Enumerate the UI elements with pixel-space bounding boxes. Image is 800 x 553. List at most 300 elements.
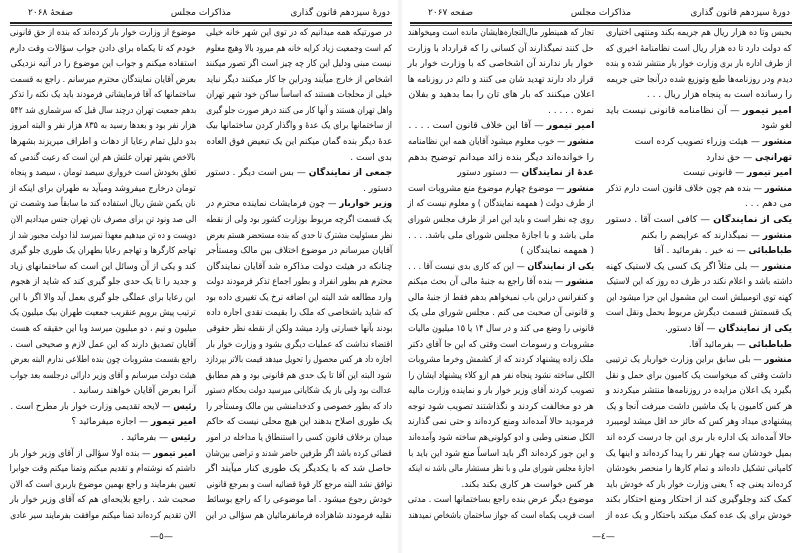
line-text: — موضوع چهارم موضوع منع مشروبات است: [408, 183, 568, 194]
line-content: [606, 215, 792, 226]
line-content: [606, 44, 792, 55]
line-text: بدو دلیل تمام رعایا از دهات و اطراف میریزند بشهرها: [10, 137, 196, 148]
text-line: [408, 153, 594, 164]
line-content: [408, 215, 594, 226]
line-text: موضوع از وزارت خوار بار کرده‌اند که بنده از حق قانونی: [10, 28, 196, 38]
line-text: داد که بطور خصوصی و کدخدامنشی بین مالک ومستأجر را: [206, 401, 392, 412]
text-line: [206, 402, 392, 413]
line-content: [206, 277, 392, 288]
speaker-name: رئیس: [172, 401, 196, 412]
text-column-right: [206, 28, 392, 522]
line-content: [10, 324, 196, 335]
line-content: [206, 75, 392, 86]
speaker-name: منشور: [762, 137, 792, 148]
line-content: [408, 137, 594, 148]
text-line: [206, 137, 392, 148]
line-text: ملک زاده پیشنهاد کردند که از کشمش وخرما مشروبات: [408, 355, 594, 366]
line-content: [10, 262, 196, 273]
speaker-line: [606, 340, 792, 351]
line-content: [408, 371, 594, 382]
line-text: تعیین بفرمایند و راجع بهمین موضوع باربری است که الان: [10, 479, 196, 490]
line-text: داشته باشد و اعلام نکند در ظرف ده روز که این لاستیک: [606, 277, 792, 288]
line-content: [206, 340, 392, 351]
text-column-right: [606, 28, 792, 522]
text-line: [408, 480, 594, 491]
text-line: [206, 340, 392, 351]
page-2067: [400, 0, 800, 553]
line-text: الکل صنعتی وطبی و ادو کولونی‌هم ساخته شود وآمده‌اند: [408, 433, 594, 444]
line-content: [10, 371, 196, 382]
line-text: نان یکمن شش ریال استفاده کند ما سابقاً صد وشصت تن: [10, 199, 196, 210]
speaker-line: [606, 153, 792, 164]
speaker-line: [606, 355, 792, 366]
text-line: [408, 28, 594, 39]
speaker-line: [606, 246, 792, 257]
publication-title: مذاکرات مجلس: [170, 8, 232, 18]
line-content: [408, 199, 594, 210]
line-content: [10, 28, 196, 39]
text-line: [408, 75, 594, 86]
line-content: [408, 184, 594, 195]
line-content: [206, 308, 392, 319]
line-content: [206, 231, 392, 242]
line-text: تهاجم کارگرها و تهاجم رعایا بطهران یک طوری جلو گیری: [10, 246, 196, 257]
publication-title: مذاکرات مجلس: [570, 8, 632, 18]
line-content: [10, 340, 196, 351]
line-content: [10, 402, 196, 413]
line-content: [73, 386, 196, 397]
line-text: ساختمانها که آقا فرمایشاتی فرمودند باید یک نکته را تذکر: [10, 90, 196, 101]
line-text: شود البته این آقا تا یک حدی هم قانونی بود و هم مطابق: [206, 370, 392, 381]
line-content: [206, 433, 392, 444]
line-text: — بنده هم چون خلاف قانون است دارم تذکر: [606, 183, 765, 194]
line-text: حل کنند نمیگذارند آن کسانی را که قرارداد با وزارت: [408, 43, 594, 54]
line-text: — دستور دستور: [457, 168, 522, 179]
line-text: تجار که همینطور مال‌التجاره‌هایشان مانده است ومیخواهند: [408, 28, 594, 38]
line-text: روی چه نظر است و باید این امر از طرف مجلس شورای: [408, 214, 594, 225]
line-text: می دهم . . .: [744, 199, 792, 210]
line-content: [206, 137, 392, 148]
text-line: [10, 246, 196, 257]
line-content: [10, 495, 196, 506]
text-line: [606, 293, 792, 304]
text-line: [206, 121, 392, 132]
line-content: [408, 90, 594, 101]
speaker-name: امیر تیمور: [151, 417, 196, 428]
line-text: بحبس وتا ده هزار ریال هم جریمه بکند ومنتهی اختیاری: [606, 28, 792, 38]
page-footer: —٤—: [592, 532, 615, 542]
line-content: [206, 90, 392, 101]
line-text: خودش برای یک عده کمک میکند باحتکار و یک عده از: [606, 510, 792, 521]
line-text: کامپانی تشکیل داده‌اند و تمام کارها را منحصر بخودشان: [606, 464, 792, 475]
text-line: [408, 199, 594, 210]
text-line: [408, 90, 594, 101]
speaker-line: [408, 277, 594, 288]
line-text: از ساختمانها برای یک عدهٔ و واگذار کردن ساختمانها بیک: [206, 121, 392, 132]
line-content: [121, 433, 196, 444]
speaker-name: منشور: [566, 277, 594, 288]
line-text: کرده‌اند یعنی چه ؟ یعنی وزارت خوار بار که خودش باید: [606, 479, 792, 490]
speaker-line: [606, 262, 792, 273]
line-text: داشت وقتی که میخواست یک کامیون برای حمل و نقل: [606, 370, 792, 381]
line-text: آقایان میرسانم در موضوع اختلاف بین مالک ومستأجر: [206, 246, 392, 257]
line-text: را رسانده است به پنجاه هزار ریال . . .: [646, 90, 792, 101]
line-text: راجع بقسمت مشروبات چون بنده اطلاعی ندارم البته بعرض: [10, 355, 196, 366]
line-text: ترتیب پیش برویم عنقریب جمعیت طهران بیک میلیون یک: [10, 308, 196, 319]
text-line: [408, 106, 594, 117]
text-line: [408, 246, 594, 257]
line-text: کمک کند وجلوگیری کند از احتکار ومنع احتکار بکند: [606, 495, 792, 506]
line-content: [408, 293, 594, 304]
line-text: کم است وجمعیت زیاد کرایه خانه هم میرود بالا وهیچ معلوم: [206, 43, 392, 54]
line-content: [206, 44, 392, 55]
line-text: — بلی سابق براین وزارت خواربار یک ترتیبی: [606, 355, 765, 366]
line-content: [548, 106, 594, 117]
line-text: است قریب یکماه است که جواز ساختمان باشخاص نمیدهند: [408, 510, 594, 521]
speaker-line: [606, 137, 792, 148]
text-line: [206, 433, 392, 444]
line-content: [10, 464, 196, 475]
text-line: [206, 28, 392, 39]
text-line: [206, 262, 392, 273]
text-line: [606, 449, 792, 460]
line-content: [206, 386, 392, 397]
running-header: [410, 6, 792, 22]
line-content: [408, 231, 594, 242]
speaker-line: [10, 417, 196, 428]
speaker-line: [606, 231, 792, 242]
line-content: [10, 121, 196, 132]
line-content: [206, 121, 392, 132]
line-content: [10, 293, 196, 304]
text-line: [10, 231, 196, 242]
text-line: [206, 215, 392, 226]
line-content: [606, 59, 792, 70]
text-line: [606, 75, 792, 86]
line-text: هیئت دولت میرسانم و آقای وزیر دارائی درجلسه بعد جواب: [10, 370, 196, 381]
line-text: که دولت دارد تا ده هزار ریال است نظامنامهٔ اخیری که: [606, 43, 792, 54]
line-content: [606, 464, 792, 475]
line-text: — بس است دیگر . دستور: [206, 168, 309, 179]
line-content: [689, 340, 792, 351]
text-line: [606, 199, 792, 210]
line-text: توافق نشد البته مرجع کار قوهٔ قضائیه است و بمرجع قانونی: [206, 479, 392, 490]
line-text: بعرض آقایان نمایندگان محترم میرسانم . راجع به قسمت: [10, 74, 196, 85]
line-content: [408, 449, 594, 460]
text-line: [408, 511, 594, 522]
text-line: [408, 59, 594, 70]
line-content: [408, 417, 594, 428]
line-text: — آن نظامنامه قانونی نیست باید: [606, 105, 744, 116]
line-text: صحبت شد . راجع بلایحه‌ای هم که آقای وزیر خوار بار: [10, 495, 196, 506]
text-line: [206, 511, 392, 522]
line-content: [606, 386, 792, 397]
text-line: [10, 199, 196, 210]
speaker-line: [408, 137, 594, 148]
line-text: هر دو مخالفت کردند و نگذاشتند تصویب شود توجه: [408, 401, 594, 412]
line-content: [665, 324, 792, 335]
line-content: [606, 449, 792, 460]
text-line: [10, 44, 196, 55]
text-line: [408, 231, 594, 242]
line-content: [10, 511, 196, 522]
line-text: و جدید را تا یک حدی جلو گیری کند که شاید از هجوم: [10, 277, 196, 288]
line-text: خیلی از محلجات هستند که اساساً ساکن خود شهر تهران: [206, 90, 392, 101]
line-text: این رعایا برای عملگی جلو گیری بعمل آید والا اگر با این: [10, 292, 196, 303]
text-line: [206, 371, 392, 382]
text-line: [206, 417, 392, 428]
line-content: [606, 511, 792, 522]
line-content: [606, 308, 792, 319]
text-line: [606, 480, 792, 491]
line-text: تصویب کردند آقای وزیر خوار بار و نماینده وزارت مالیه: [408, 386, 594, 397]
line-text: — آقا دستور.: [665, 323, 719, 334]
line-content: [408, 277, 594, 288]
text-line: [206, 480, 392, 491]
line-content: [10, 137, 196, 148]
line-content: [10, 308, 196, 319]
line-content: [206, 59, 392, 70]
line-content: [10, 75, 196, 86]
line-text: — بنده آقا راجع به جنبهٔ مالی آن بحث میکنم: [408, 277, 567, 288]
line-text: — قانونی نیست: [683, 168, 748, 179]
speaker-name: منشور: [567, 137, 594, 148]
line-content: [606, 262, 792, 273]
line-content: [408, 511, 594, 522]
text-line: [10, 137, 196, 148]
line-content: [206, 449, 392, 460]
line-content: [606, 75, 792, 86]
text-line: [206, 308, 392, 319]
line-text: یک قسمت اگرچه مربوط بوزارت کشور بود ولی از نقطه: [206, 214, 392, 225]
text-line: [206, 246, 392, 257]
text-line: [606, 121, 792, 132]
line-text: و این جور کرده‌اند اگر باید اساساً منع شود این باید با: [408, 448, 594, 459]
text-line: [606, 28, 792, 39]
text-line: [206, 75, 392, 86]
line-content: [363, 184, 392, 195]
line-text: بالاخص بشهر تهران علتش هم این است که رعیت گندمی که: [10, 152, 196, 163]
line-text: چنانکه در هیئت دولت مذاکره شد آقایان نمایندگان: [206, 261, 392, 272]
line-text: — اجازه میفرمائید ؟: [71, 417, 152, 428]
line-content: [606, 355, 792, 366]
line-content: [606, 480, 792, 491]
line-text: — حق ندارد: [706, 152, 756, 163]
line-content: [206, 495, 392, 506]
line-content: [206, 246, 392, 257]
line-content: [206, 262, 392, 273]
line-text: میلیون و نیم ، دو میلیون میرسد وبا این حقیقه که هست: [10, 323, 196, 334]
line-content: [706, 153, 792, 164]
text-line: [206, 153, 392, 164]
line-text: ملی باشد و با اجازهٔ مجلس شورای ملی باشد. . . .: [408, 230, 594, 241]
line-text: اجازهٔ مجلس شورای ملی و با نظر مستشار مالی باشد نه اینکه: [408, 464, 594, 475]
speaker-name: جمعی از نمایندگان: [308, 168, 392, 179]
text-line: [10, 90, 196, 101]
line-text: نمره . . . . .: [548, 105, 594, 116]
line-content: [10, 355, 196, 366]
line-content: [206, 293, 392, 304]
text-line: [408, 433, 594, 444]
line-content: [408, 433, 594, 444]
line-content: [350, 153, 392, 164]
line-text: بمیل خودشان سه چهار نفر را پیدا کرده‌اند و اینها یک: [606, 448, 792, 459]
line-content: [10, 59, 196, 70]
line-content: [408, 402, 594, 413]
line-text: حالا آمده‌اند یک اداره بار بری این جا درست کرده اند: [606, 433, 792, 444]
line-content: [408, 495, 594, 506]
line-text: بودند بآنها خسارتی وارد میشد ولکن از نقطه نظر حقوقی: [206, 323, 392, 334]
line-text: و کنفرانس دراین باب نمیخواهم بدهم فقط از جنبهٔ مالی: [408, 292, 594, 303]
line-content: [408, 59, 594, 70]
line-text: لغو شود: [761, 121, 792, 132]
line-text: — بنده اولا سؤالی از آقای وزیر خوار بار: [10, 448, 154, 459]
line-text: فرمودید حالا آمده‌اند ومنع کرده‌اند و حتی نمی گذارند: [408, 417, 594, 428]
line-content: [606, 184, 792, 195]
text-line: [10, 371, 196, 382]
line-content: [683, 168, 792, 179]
line-content: [408, 153, 594, 164]
text-line: [10, 262, 196, 273]
text-line: [10, 293, 196, 304]
line-text: دستور .: [363, 183, 392, 194]
line-content: [520, 246, 594, 257]
text-line: [206, 59, 392, 70]
text-line: [10, 106, 196, 117]
line-text: نظر مسئولیت مشترک تا حدی که بنده مستحضر هستم بعرض: [206, 230, 392, 241]
speaker-line: [206, 168, 392, 179]
text-line: [206, 386, 392, 397]
line-text: آقایان تصدیق دارند که این عمل لازم و صحیحی است .: [10, 339, 196, 350]
line-content: [408, 121, 594, 132]
text-line: [408, 464, 594, 475]
speaker-name: منشور: [567, 183, 594, 194]
session-title: دورهٔ سیزدهم قانون گذاری: [690, 8, 790, 18]
speaker-name: منشور: [764, 355, 792, 366]
line-text: عدالت بود ولی باز یک شکایاتی میرسید دولت بحکام دستور: [206, 386, 392, 397]
line-text: نیست مبنی ودلیل این کار چه چیز است اگر تصور میکنند: [206, 59, 392, 70]
speaker-name: عدهٔ از نمایندگان: [521, 168, 594, 179]
text-line: [206, 44, 392, 55]
text-line: [10, 340, 196, 351]
line-content: [408, 262, 594, 273]
line-content: [606, 433, 792, 444]
line-text: هزار نفر بود و بعدها رسید به ۸۳۵ هزار نفر و البته امروز: [10, 121, 196, 132]
line-text: استفاده میکنم و جواب این موضوع را در آتیه نزدیکی: [10, 59, 196, 70]
text-line: [10, 511, 196, 522]
text-line: [606, 90, 792, 101]
text-line: [606, 511, 792, 522]
text-line: [408, 44, 594, 55]
line-text: — این که کاری بدی نیست آقا . . .: [408, 261, 528, 272]
text-line: [606, 386, 792, 397]
line-text: الی صد ونود تن برای مصرف نان تهران جنس میدادیم الان: [10, 214, 196, 225]
text-line: [408, 449, 594, 460]
speaker-name: امیر تیمور: [747, 168, 792, 179]
line-text: مشروبات و رسومات است وقتی که این جا آقای دکتر: [408, 339, 594, 350]
line-content: [408, 355, 594, 366]
line-text: تومان درخارج میفروشد ومیآید به طهران برای اینکه از: [10, 183, 196, 194]
text-line: [606, 402, 792, 413]
line-content: [606, 277, 792, 288]
line-content: [206, 215, 392, 226]
line-content: [408, 308, 594, 319]
line-text: قضائی کرده باشد اگر طرفین حاضر شدند و تراضی بین‌شان: [206, 448, 392, 459]
speaker-line: [606, 106, 792, 117]
line-content: [206, 106, 392, 117]
line-content: [206, 199, 392, 210]
line-content: [206, 417, 392, 428]
text-line: [10, 464, 196, 475]
line-content: [654, 246, 792, 257]
line-content: [10, 90, 196, 101]
running-header: [10, 6, 392, 22]
line-text: وارد مطالعه شد البته این اضافه نرخ یک تغییری داده بود: [206, 292, 392, 303]
line-content: [408, 340, 594, 351]
page-number: صفحهٔ ۲۰۶۸: [28, 8, 74, 18]
text-line: [408, 355, 594, 366]
text-line: [10, 495, 196, 506]
line-content: [408, 324, 594, 335]
line-content: [206, 355, 392, 366]
line-text: عدهٔ دیگر بنده گمان میکنم این یک تبعیض فوق العاده: [206, 137, 392, 148]
speaker-line: [606, 324, 792, 335]
line-text: دیدم ودر روزنامه‌ها طبع وتوزیع شده درآنجا حتی جریمه: [606, 74, 792, 85]
line-text: — کافی است آقا . دستور: [606, 214, 713, 225]
line-text: هر کس کامیون یا یک ماشین داشت میرفت آنجا و یک: [606, 401, 792, 412]
line-content: [206, 511, 392, 522]
line-content: [10, 153, 196, 164]
speaker-name: منشور: [764, 183, 792, 194]
text-line: [10, 277, 196, 288]
line-content: [206, 168, 392, 179]
line-content: [408, 44, 594, 55]
text-line: [408, 340, 594, 351]
line-text: — نمیگذارند که عرایضم را بکنم: [641, 230, 763, 241]
speaker-name: طباطبائی: [748, 246, 792, 257]
line-content: [206, 402, 392, 413]
line-text: نقلیه فرمودند شاهزاده فرمانفرمائیان هم سؤالی در این: [206, 510, 392, 521]
line-text: از طرف دولت ( همهمه نمایندگان ) و معلوم نیست که از: [408, 199, 594, 210]
line-content: [10, 231, 196, 242]
line-text: اعلان میکنند که بار های تان را بما بدهید و بفلان: [408, 90, 594, 101]
speaker-name: یکی از نمایندگان: [527, 261, 594, 272]
line-text: بگیرد یک اعلان مزایده در روزنامه‌ها منتشر میکردند و: [606, 386, 792, 397]
speaker-line: [10, 449, 196, 460]
line-text: — لایحه تقدیمی وزارت خوار بار مطرح است .: [10, 401, 173, 412]
text-line: [408, 371, 594, 382]
page-number: صفحه ۲۰۶۷: [428, 8, 474, 18]
text-line: [206, 324, 392, 335]
speaker-line: [10, 433, 196, 444]
speaker-line: [206, 199, 392, 210]
line-text: که شاید باشخاصی که ملک را بقیمت نقدی اجاره داده: [206, 308, 392, 319]
text-line: [606, 417, 792, 428]
line-content: [606, 417, 792, 428]
line-text: خوار بار ندارند آن اشخاصی که با وزارت خوار بار: [408, 59, 594, 70]
speaker-line: [606, 168, 792, 179]
speaker-line: [408, 168, 594, 179]
line-text: هر کس خواست هر کاری بکند بکند.: [461, 479, 594, 490]
text-line: [606, 495, 792, 506]
line-text: — بلی مثلاً اگر یک کسی یک لاستیک کهنه: [606, 261, 763, 272]
line-text: اشخاص از خارج میآیند ودراین جا کار میکنند دیگر نباید: [206, 74, 392, 85]
text-line: [606, 277, 792, 288]
line-text: کهنه توی اتومبیلش است این مشمول این جزا میشود این: [606, 292, 792, 303]
text-line: [408, 495, 594, 506]
text-line: [206, 231, 392, 242]
speaker-name: طباطبائی: [748, 339, 792, 350]
